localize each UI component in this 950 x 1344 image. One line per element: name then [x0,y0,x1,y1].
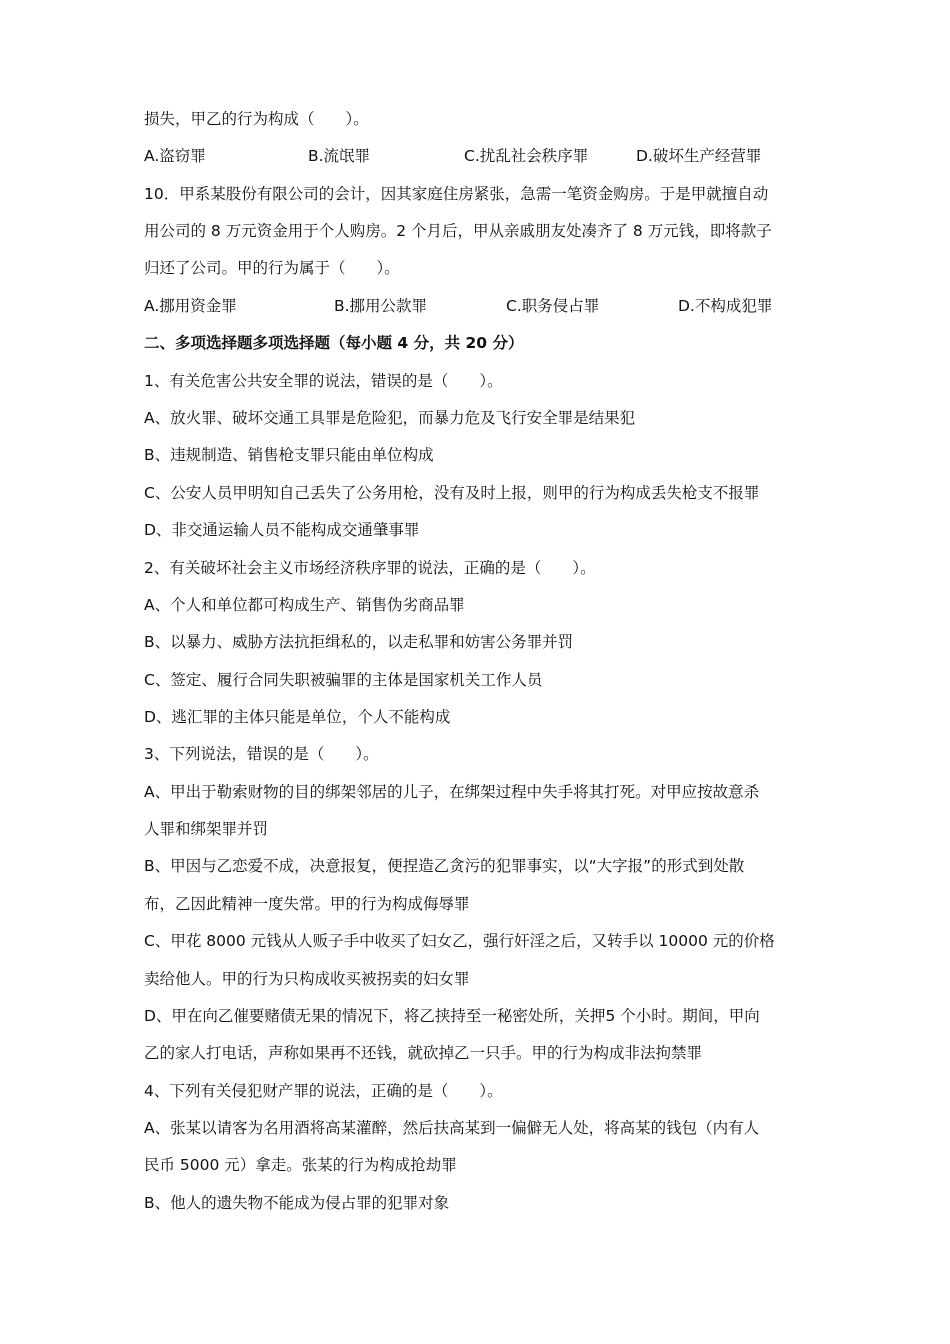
mq1-option-a: A、放火罪、破坏交通工具罪是危险犯，而暴力危及飞行安全罪是结果犯 [144,409,636,427]
q9-option-c: C.扰乱社会秩序罪 [464,147,589,165]
mq3-line-8: 乙的家人打电话，声称如果再不还钱，就砍掉乙一只手。甲的行为构成非法拘禁罪 [144,1044,703,1062]
q10-option-a: A.挪用资金罪 [144,297,237,315]
mq3-line-1: A、甲出于勒索财物的目的绑架邻居的儿子，在绑架过程中失手将其打死。对甲应按故意杀 [144,783,760,801]
mq2-option-b: B、以暴力、威胁方法抗拒缉私的，以走私罪和妨害公务罪并罚 [144,633,574,651]
mq1-option-c: C、公安人员甲明知自己丢失了公务用枪，没有及时上报，则甲的行为构成丢失枪支不报罪 [144,484,760,502]
q10-option-d: D.不构成犯罪 [678,297,773,315]
mq2-stem: 2、有关破坏社会主义市场经济秩序罪的说法，正确的是（ ）。 [144,559,596,577]
mq3-line-5: C、甲花 8000 元钱从人贩子手中收买了妇女乙，强行奸淫之后，又转手以 10000 元的价格 [144,932,775,950]
mq4-line-2: 民币 5000 元）拿走。张某的行为构成抢劫罪 [144,1156,457,1174]
mq2-option-c: C、签定、履行合同失职被骗罪的主体是国家机关工作人员 [144,671,543,689]
q10-option-c: C.职务侵占罪 [506,297,600,315]
q10-stem-line-2: 用公司的 8 万元资金用于个人购房。2 个月后，甲从亲戚朋友处凑齐了 8 万元钱，即将款子 [144,222,772,240]
mq2-option-d: D、逃汇罪的主体只能是单位，个人不能构成 [144,708,451,726]
mq3-line-3: B、甲因与乙恋爱不成，决意报复，便捏造乙贪污的犯罪事实，以“大字报”的形式到处散 [144,857,745,875]
q10-option-b: B.挪用公款罪 [334,297,428,315]
q10-stem-line-3: 归还了公司。甲的行为属于（ ）。 [144,259,400,277]
q9-option-a: A.盗窃罪 [144,147,206,165]
q10-stem-line-1: 10．甲系某股份有限公司的会计，因其家庭住房紧张，急需一笔资金购房。于是甲就擅自动 [144,185,769,203]
mq4-line-1: A、张某以请客为名用酒将高某灌醉，然后扶高某到一偏僻无人处，将高某的钱包（内有人 [144,1119,760,1137]
mq4-line-3: B、他人的遗失物不能成为侵占罪的犯罪对象 [144,1194,450,1212]
mq3-stem: 3、下列说法，错误的是（ ）。 [144,745,379,763]
mq3-line-7: D、甲在向乙催要赌债无果的情况下，将乙挟持至一秘密处所，关押5 个小时。期间，甲向 [144,1007,760,1025]
mq1-option-b: B、违规制造、销售枪支罪只能由单位构成 [144,446,434,464]
mq3-line-6: 卖给他人。甲的行为只构成收买被拐卖的妇女罪 [144,970,470,988]
mq3-line-2: 人罪和绑架罪并罚 [144,820,269,838]
mq3-line-4: 布，乙因此精神一度失常。甲的行为构成侮辱罪 [144,895,470,913]
mq1-stem: 1、有关危害公共安全罪的说法，错误的是（ ）。 [144,372,503,390]
mq2-option-a: A、个人和单位都可构成生产、销售伪劣商品罪 [144,596,465,614]
mq4-stem: 4、下列有关侵犯财产罪的说法，正确的是（ ）。 [144,1082,503,1100]
q9-option-b: B.流氓罪 [308,147,371,165]
q9-stem-tail: 损失，甲乙的行为构成（ ）。 [144,110,369,128]
section-2-title: 二、多项选择题多项选择题（每小题 4 分，共 20 分） [144,334,524,352]
mq1-option-d: D、非交通运输人员不能构成交通肇事罪 [144,521,420,539]
q9-option-d: D.破坏生产经营罪 [636,147,762,165]
